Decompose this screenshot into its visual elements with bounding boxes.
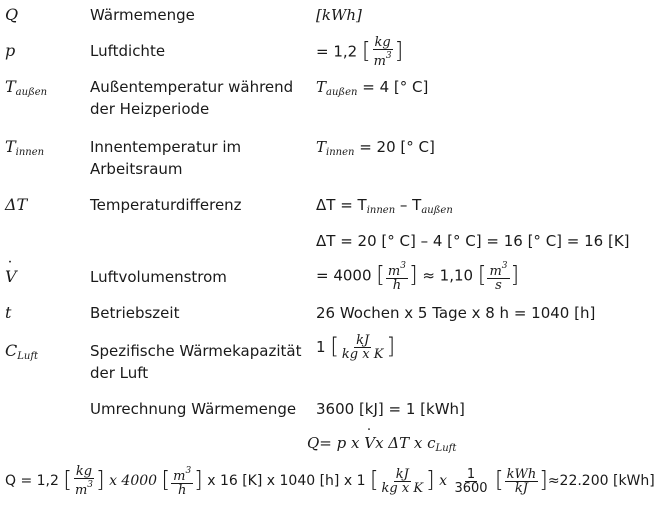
desc-innentemperatur-line2: Arbeitsraum: [90, 160, 183, 178]
value-luftdichte: = 1,2 [ $\frac{kg}{m^3}$ ]: [316, 35, 404, 69]
final-calculation: Q = 1,2 [ $\frac{kg}{m^3}$ ] x 4000 [ $\frac{m^3}{h}$ ] x 16 [K] x 1040 [h] x 1 [ $\frac{kJ}{\text{kg x K}}$ ] x $\frac{1}{3600}$ [ $\frac{\text{kWh}}{kJ}$ ]≈22.200 [kWh]: [5, 464, 655, 498]
desc-luftvolumenstrom: Luftvolumenstrom: [90, 268, 227, 286]
symbol-c-luft: $C_{Luft}$: [5, 341, 39, 362]
value-innentemperatur: $T_{innen} = 20$ [° C]: [316, 138, 435, 158]
symbol-t-innen: $T_{innen}$: [5, 137, 45, 158]
value-umrechnung: 3600 [kJ] = 1 [kWh]: [316, 400, 465, 418]
desc-waermekapazitaet: Spezifische Wärmekapazität: [90, 342, 302, 360]
value-luftvolumenstrom: = 4000 [ $\frac{m^3}{h}$ ] ≈ 1,10 [ $\frac{m^3}{s}$ ]: [316, 261, 520, 293]
value-temperaturdifferenz: $\Delta T = T_{innen} - T_{außen}$: [316, 196, 453, 216]
value-waermekapazitaet: 1 [ $\frac{kJ}{\text{kg x K}}$ ]: [316, 333, 396, 362]
value-aussentemperatur: $T_{außen} = 4$ [° C]: [316, 78, 429, 98]
desc-aussentemperatur: Außentemperatur während: [90, 78, 294, 96]
desc-waermemenge: Wärmemenge: [90, 6, 195, 24]
symbol-v-dot: ˙ V: [5, 266, 17, 288]
symbol-q: Q: [5, 5, 19, 24]
desc-betriebszeit: Betriebszeit: [90, 304, 180, 322]
value-betriebszeit: 26 Wochen x 5 Tage x 8 h = 1040 [h]: [316, 304, 596, 322]
symbol-t: t: [5, 303, 12, 322]
value-temperaturdifferenz-calc: ΔT = 20 [° C] – 4 [° C] = 16 [° C] = 16 [K]: [316, 232, 630, 250]
symbol-p: p: [5, 41, 16, 60]
desc-aussentemperatur-line2: der Heizperiode: [90, 100, 210, 118]
desc-innentemperatur: Innentemperatur im: [90, 138, 242, 156]
symbol-delta-t: ΔT: [5, 195, 28, 214]
value-waermemenge: [kWh]: [316, 6, 362, 24]
symbol-t-aussen: $T_{außen}$: [5, 77, 48, 98]
desc-temperaturdifferenz: Temperaturdifferenz: [90, 196, 242, 214]
desc-luftdichte: Luftdichte: [90, 42, 166, 60]
main-formula: Q= p x ˙ Vx ΔT x $c_{Luft}$: [307, 432, 456, 460]
desc-waermekapazitaet-line2: der Luft: [90, 364, 149, 382]
desc-umrechnung: Umrechnung Wärmemenge: [90, 400, 297, 418]
